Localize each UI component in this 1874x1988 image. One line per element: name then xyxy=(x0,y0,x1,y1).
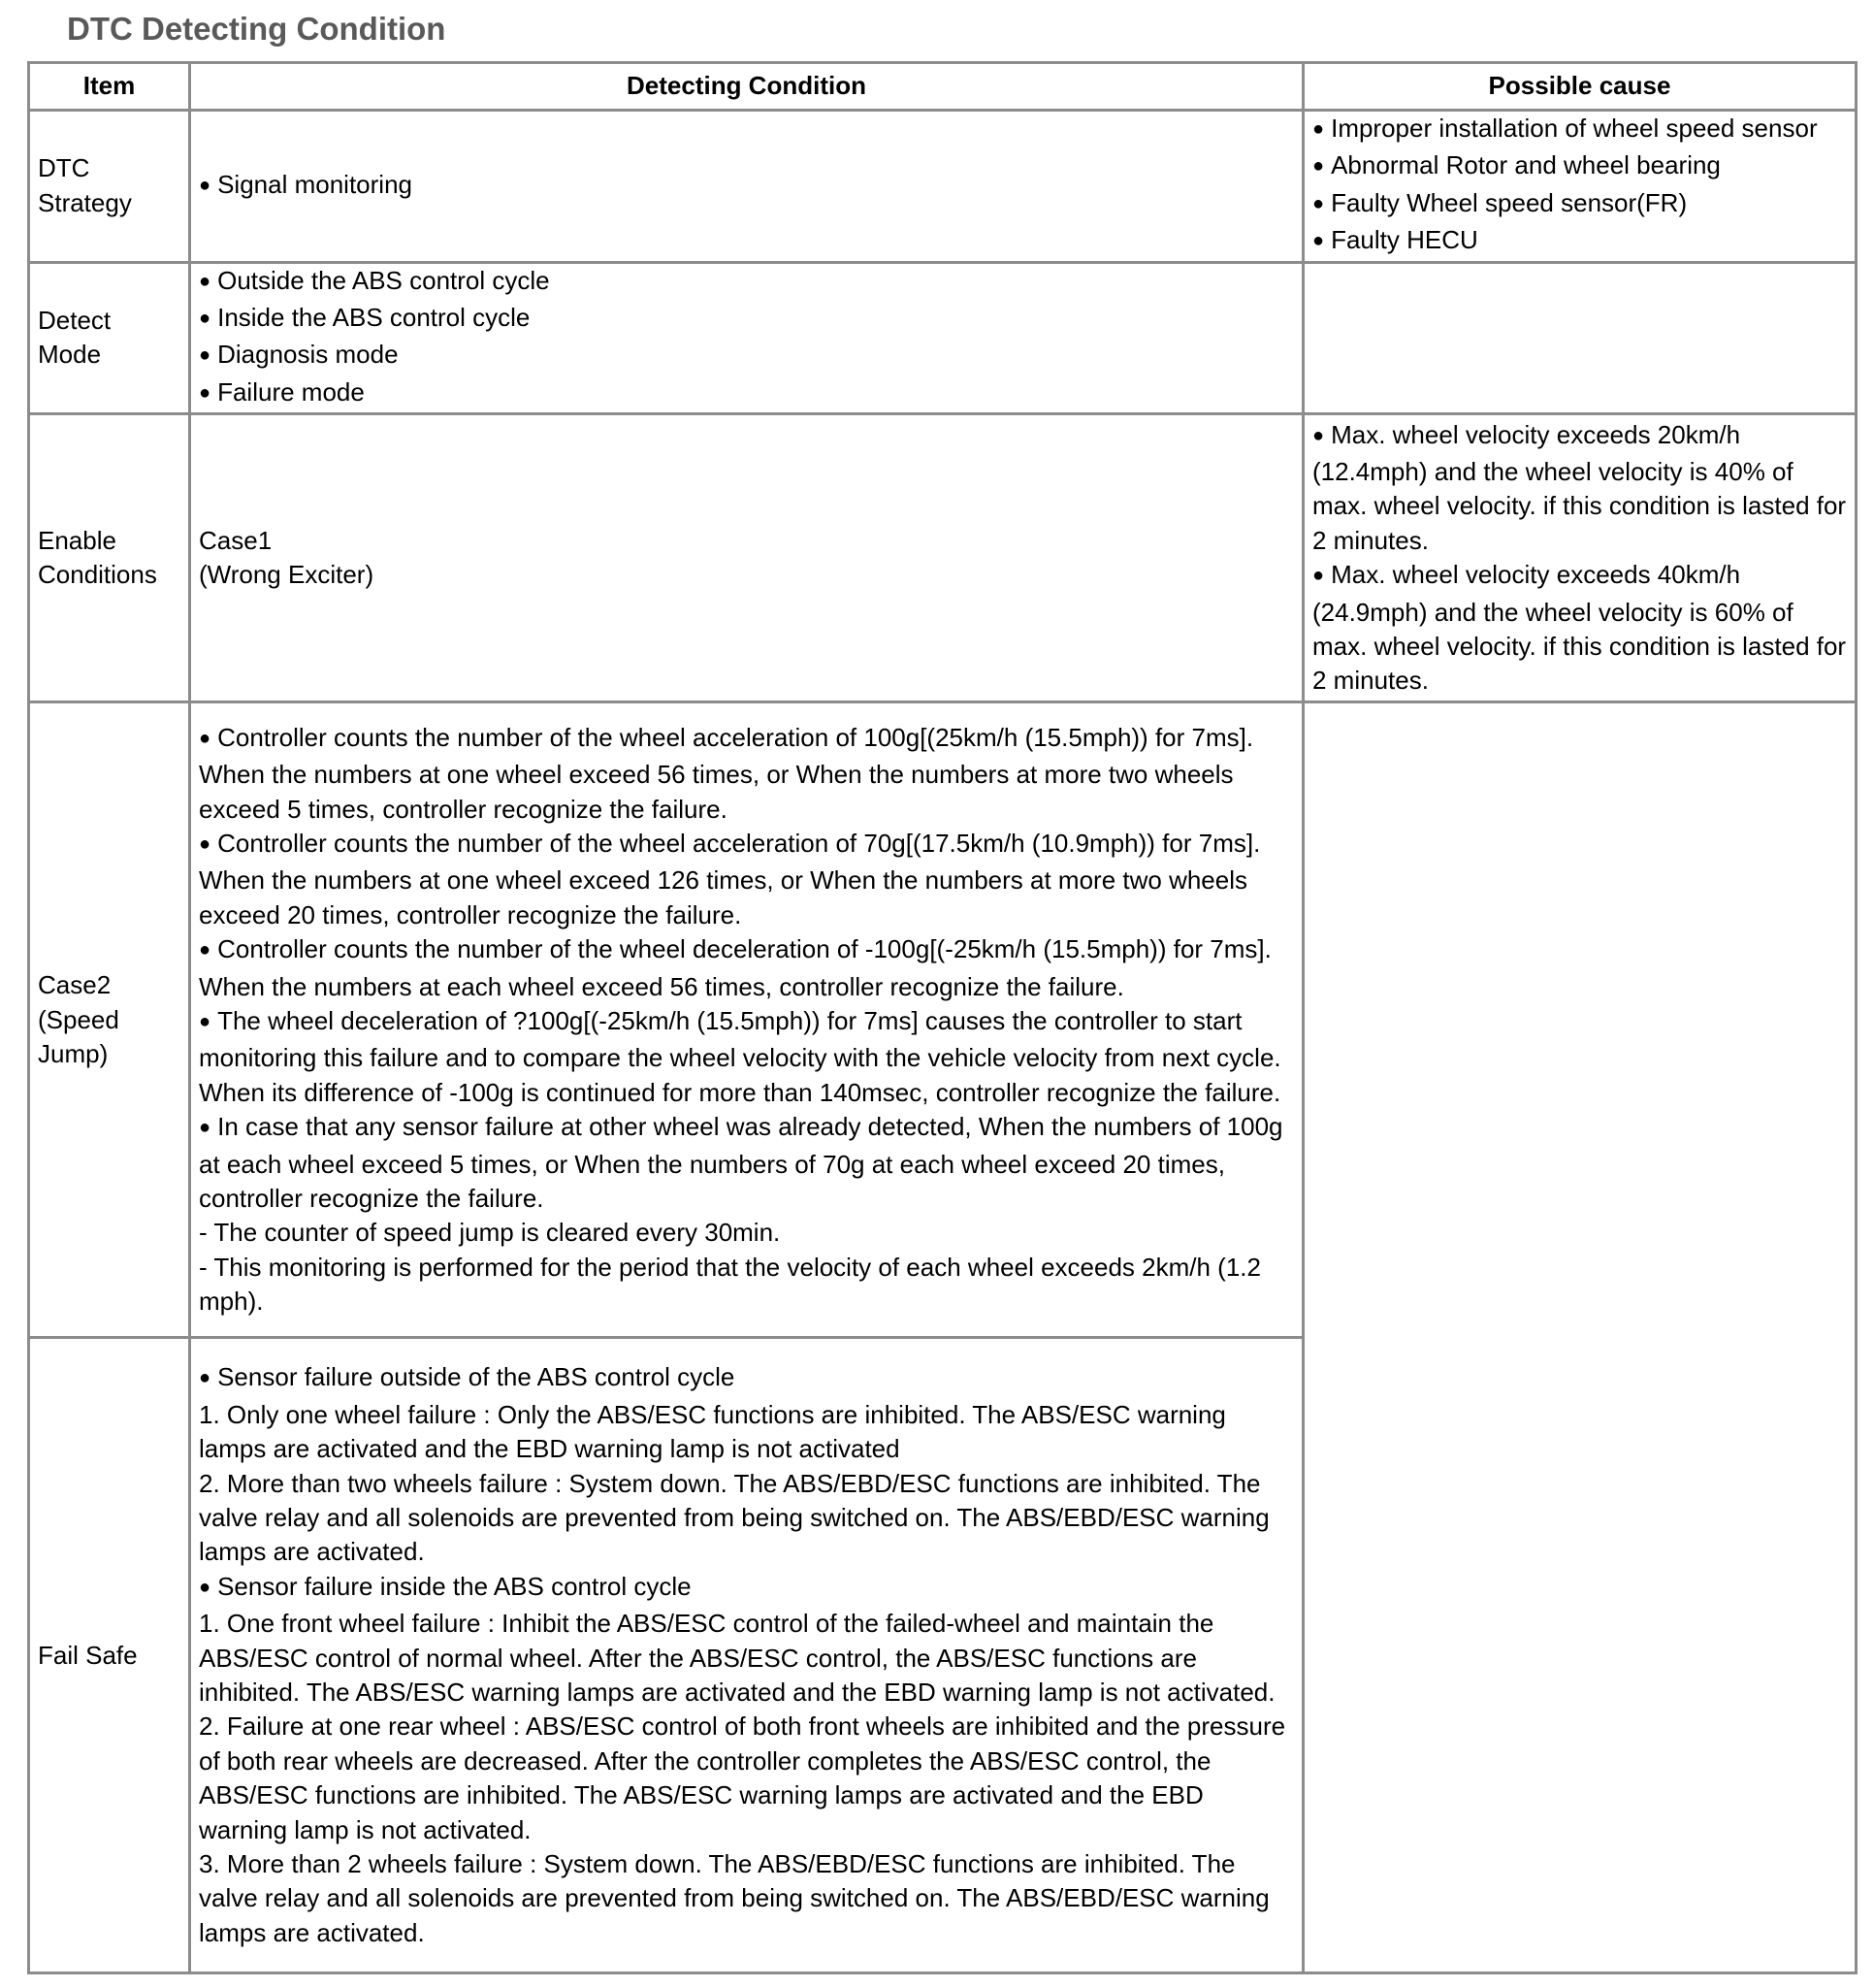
condition-cell xyxy=(190,414,1304,702)
table-row-detect-mode xyxy=(29,262,1857,414)
condition-line: 2. More than two wheels failure : System down. The ABS/EBD/ESC functions are inhibited. The valve relay and all solenoids are prevented from being switched on. The ABS/EBD/ESC warning lamps are activated. xyxy=(199,1468,1270,1567)
dtc-table xyxy=(27,61,1858,1974)
condition-cell xyxy=(190,702,1304,1338)
item-label-line: Detect xyxy=(38,306,112,336)
condition-note: - The counter of speed jump is cleared every 30min. xyxy=(199,1218,781,1248)
item-cell xyxy=(29,111,190,263)
item-cell xyxy=(29,702,190,1338)
condition-bullet: ● The wheel deceleration of ?100g[(-25km/h (15.5mph)) for 7ms] causes the controller to start monitoring this failure and to compare the wheel velocity with the vehicle velocity from next cycle. When its difference of -100g is continued for more than 140msec, controller recognize the failure. xyxy=(199,1004,1294,1110)
cause-cell-empty xyxy=(1304,702,1857,1973)
item-label-line: Conditions xyxy=(38,560,157,590)
cause-bullet: ● Improper installation of wheel speed sensor xyxy=(1312,112,1847,148)
cause-bullet: ● Max. wheel velocity exceeds 20km/h (12.4mph) and the wheel velocity is 40% of max. wheel velocity. if this condition is lasted for 2 minutes. xyxy=(1312,418,1847,559)
condition-line: 1. One front wheel failure : Inhibit the ABS/ESC control of the failed-wheel and maintain the ABS/ESC control of normal wheel. After the ABS/ESC control, the ABS/ESC functions are inhibited. The ABS/ESC warning lamps are activated and the EBD warning lamp is not activated. xyxy=(199,1609,1276,1707)
condition-cell xyxy=(190,1338,1304,1973)
cause-bullet: ● Faulty Wheel speed sensor(FR) xyxy=(1312,186,1847,223)
condition-bullet: ● Sensor failure inside the ABS control cycle xyxy=(199,1570,1294,1607)
condition-bullet: ● Sensor failure outside of the ABS control cycle xyxy=(199,1360,1294,1397)
condition-line: Case1 xyxy=(199,525,273,555)
item-cell xyxy=(29,262,190,414)
condition-cell xyxy=(190,262,1304,414)
cause-bullet: ● Abnormal Rotor and wheel bearing xyxy=(1312,148,1847,185)
condition-cell xyxy=(190,111,1304,263)
item-label-line: Case2 xyxy=(38,970,112,1000)
condition-bullet: ● Failure mode xyxy=(199,375,1294,412)
item-label-line: DTC xyxy=(38,153,90,183)
condition-line: (Wrong Exciter) xyxy=(199,560,374,590)
condition-line: 2. Failure at one rear wheel : ABS/ESC control of both front wheels are inhibited and the pressure of both rear wheels are decreased. After the controller completes the ABS/ESC control, the ABS/ESC functions are inhibited. The ABS/ESC warning lamps are activated and the EBD warning lamp is not activated. xyxy=(199,1711,1286,1844)
item-cell xyxy=(29,414,190,702)
header-possible-cause: Possible cause xyxy=(1304,63,1857,111)
condition-bullet: ● Inside the ABS control cycle xyxy=(199,301,1294,338)
item-label-line: Jump) xyxy=(38,1038,109,1068)
table-row-enable-conditions xyxy=(29,414,1857,702)
condition-bullet: ● Controller counts the number of the wheel acceleration of 70g[(17.5km/h (10.9mph)) for 7ms]. When the numbers at one wheel exceed 126 times, or When the numbers at more two wheels exceed 20 times, controller recognize the failure. xyxy=(199,827,1294,932)
cause-cell-empty xyxy=(1304,262,1857,414)
condition-bullet: ● Outside the ABS control cycle xyxy=(199,264,1294,301)
item-label-line: Strategy xyxy=(38,187,132,217)
table-header-row xyxy=(29,63,1857,111)
cause-cell xyxy=(1304,111,1857,263)
table-row-dtc-strategy xyxy=(29,111,1857,263)
condition-bullet: ● Controller counts the number of the wheel acceleration of 100g[(25km/h (15.5mph)) for 7ms]. When the numbers at one wheel exceed 56 times, or When the numbers at more two wheels exceed 5 times, controller recognize the failure. xyxy=(199,721,1294,827)
condition-bullet: ● Signal monitoring xyxy=(199,168,1294,205)
cause-cell xyxy=(1304,414,1857,702)
condition-bullet: ● Diagnosis mode xyxy=(199,338,1294,375)
condition-note: - This monitoring is performed for the period that the velocity of each wheel exceeds 2km/h (1.2 mph). xyxy=(199,1252,1261,1317)
table-row-case2-speed-jump xyxy=(29,702,1857,1338)
item-label-line: Enable xyxy=(38,525,116,555)
item-label-line: Fail Safe xyxy=(38,1640,138,1670)
condition-line: 1. Only one wheel failure : Only the ABS/ESC functions are inhibited. The ABS/ESC warning lamps are activated and the EBD warning lamp is not activated xyxy=(199,1399,1226,1464)
condition-bullet: ● Controller counts the number of the wheel deceleration of -100g[(-25km/h (15.5mph)) for 7ms]. When the numbers at each wheel exceed 56 times, controller recognize the failure. xyxy=(199,932,1294,1004)
page-title: DTC Detecting Condition xyxy=(67,11,446,47)
item-label-line: Mode xyxy=(38,340,102,370)
header-item: Item xyxy=(29,63,190,111)
cause-bullet: ● Faulty HECU xyxy=(1312,223,1847,260)
header-detecting-condition: Detecting Condition xyxy=(190,63,1304,111)
condition-line: 3. More than 2 wheels failure : System down. The ABS/EBD/ESC functions are inhibited. The valve relay and all solenoids are prevented from being switched on. The ABS/EBD/ESC warning lamps are activated. xyxy=(199,1848,1270,1947)
condition-bullet: ● In case that any sensor failure at other wheel was already detected, When the numbers of 100g at each wheel exceed 5 times, or When the numbers of 70g at each wheel exceed 20 times, controller recognize the failure. xyxy=(199,1110,1294,1216)
item-label-line: (Speed xyxy=(38,1004,119,1034)
item-cell xyxy=(29,1338,190,1973)
cause-bullet: ● Max. wheel velocity exceeds 40km/h (24.9mph) and the wheel velocity is 60% of max. wheel velocity. if this condition is lasted for 2 minutes. xyxy=(1312,558,1847,699)
